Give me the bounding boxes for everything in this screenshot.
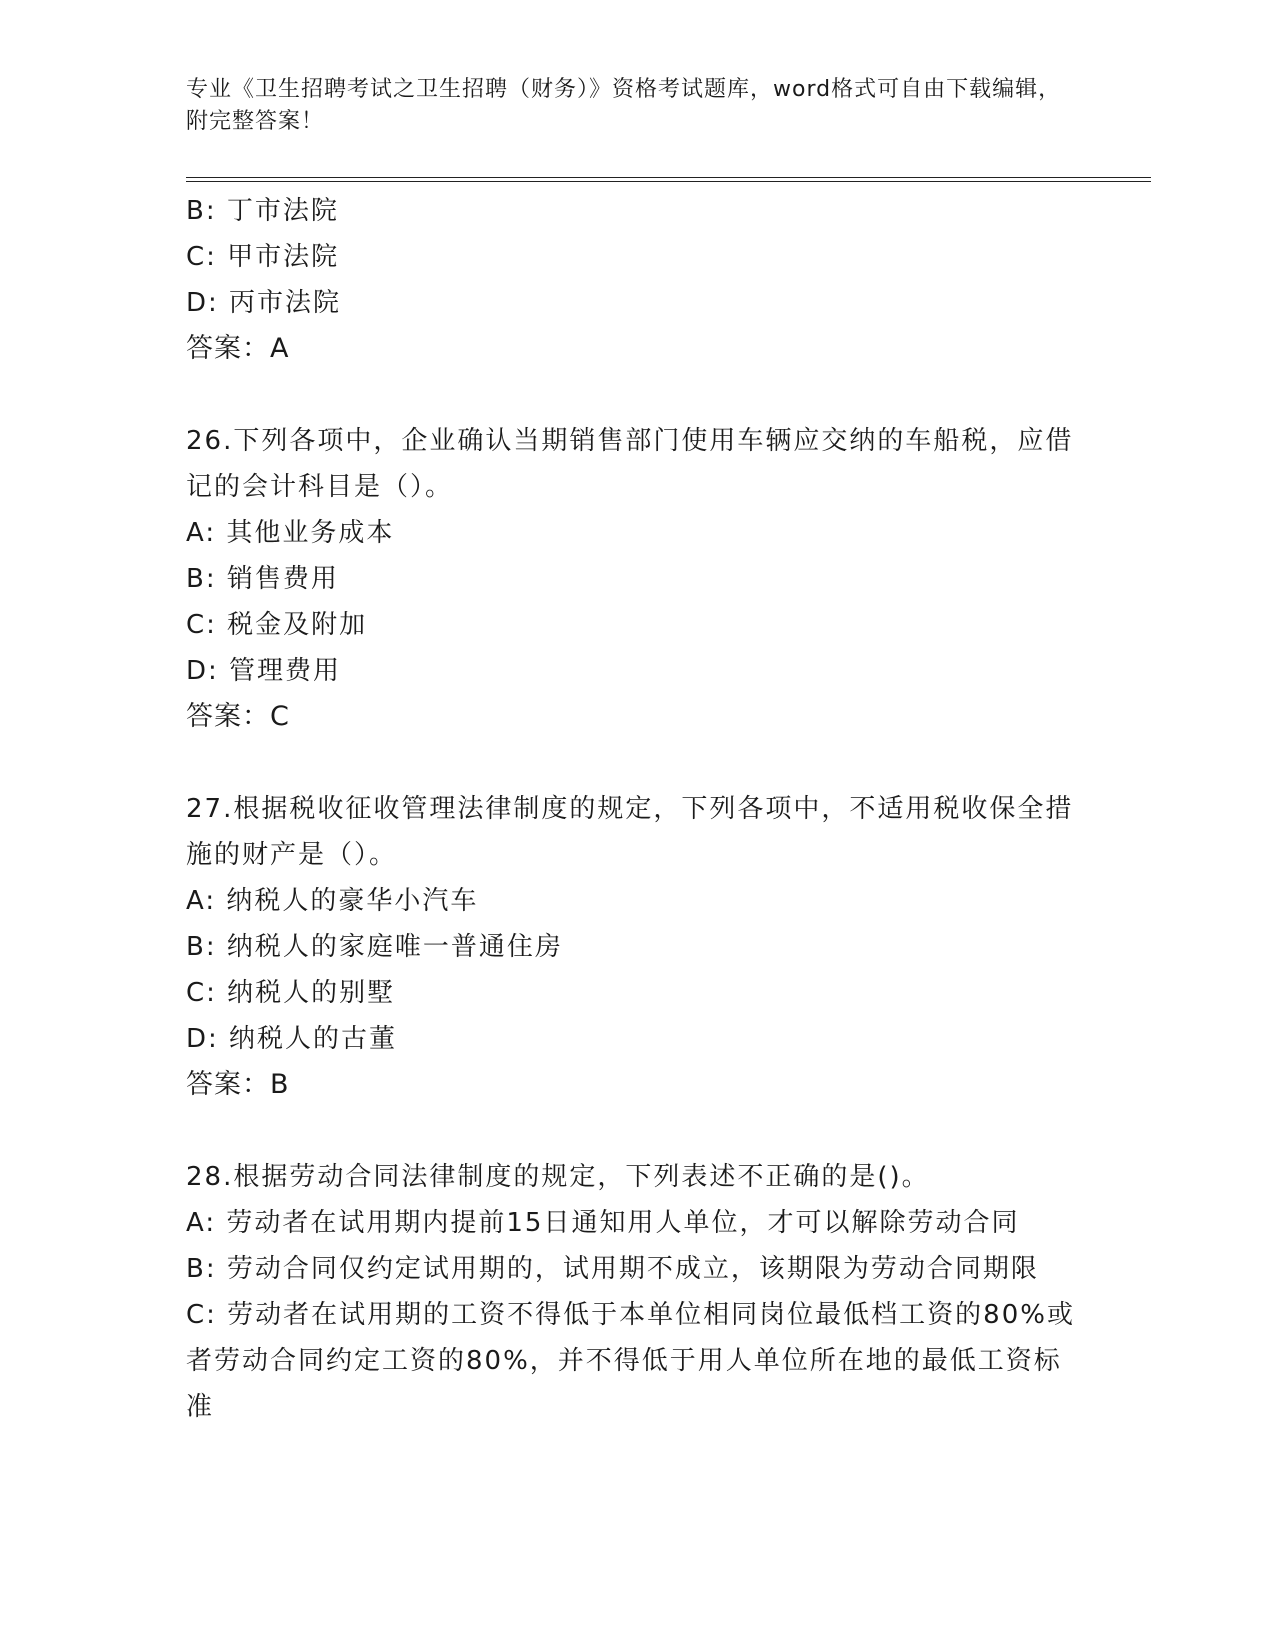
answer-label: 答案：B	[186, 1069, 290, 1100]
option-d: D: 纳税人的古董	[186, 1024, 398, 1054]
option-a: A: 纳税人的豪华小汽车	[186, 886, 479, 916]
option-d: D: 管理费用	[186, 656, 342, 686]
question-partial	[186, 188, 1086, 372]
document-header	[186, 74, 1066, 138]
question-27	[186, 786, 1086, 1108]
question-stem: 27.根据税收征收管理法律制度的规定，下列各项中，不适用税收保全措施的财产是（）。	[186, 794, 1074, 870]
option-b: B: 纳税人的家庭唯一普通住房	[186, 932, 563, 962]
option-b: B: 劳动合同仅约定试用期的，试用期不成立，该期限为劳动合同期限	[186, 1254, 1039, 1284]
answer-label: 答案：C	[186, 701, 290, 732]
answer-label: 答案：A	[186, 333, 290, 364]
question-26	[186, 418, 1086, 740]
option-c: C: 甲市法院	[186, 242, 340, 272]
option-c: C: 劳动者在试用期的工资不得低于本单位相同岗位最低档工资的80%或者劳动合同约定工资的80%，并不得低于用人单位所在地的最低工资标准	[186, 1300, 1075, 1422]
header-text: 专业《卫生招聘考试之卫生招聘（财务）》资格考试题库，word格式可自由下载编辑，附完整答案！	[186, 77, 1062, 134]
question-stem: 26.下列各项中，企业确认当期销售部门使用车辆应交纳的车船税，应借记的会计科目是（）。	[186, 426, 1074, 502]
header-divider-bottom	[186, 181, 1151, 182]
question-stem: 28.根据劳动合同法律制度的规定，下列表述不正确的是()。	[186, 1162, 930, 1192]
option-b: B: 销售费用	[186, 564, 339, 594]
option-b: B: 丁市法院	[186, 196, 339, 226]
option-a: A: 其他业务成本	[186, 518, 395, 548]
option-c: C: 税金及附加	[186, 610, 368, 640]
question-list	[186, 188, 1086, 1430]
option-d: D: 丙市法院	[186, 288, 342, 318]
option-c: C: 纳税人的别墅	[186, 978, 396, 1008]
header-divider-top	[186, 177, 1151, 178]
question-28	[186, 1154, 1086, 1430]
option-a: A: 劳动者在试用期内提前15日通知用人单位，才可以解除劳动合同	[186, 1208, 1020, 1238]
